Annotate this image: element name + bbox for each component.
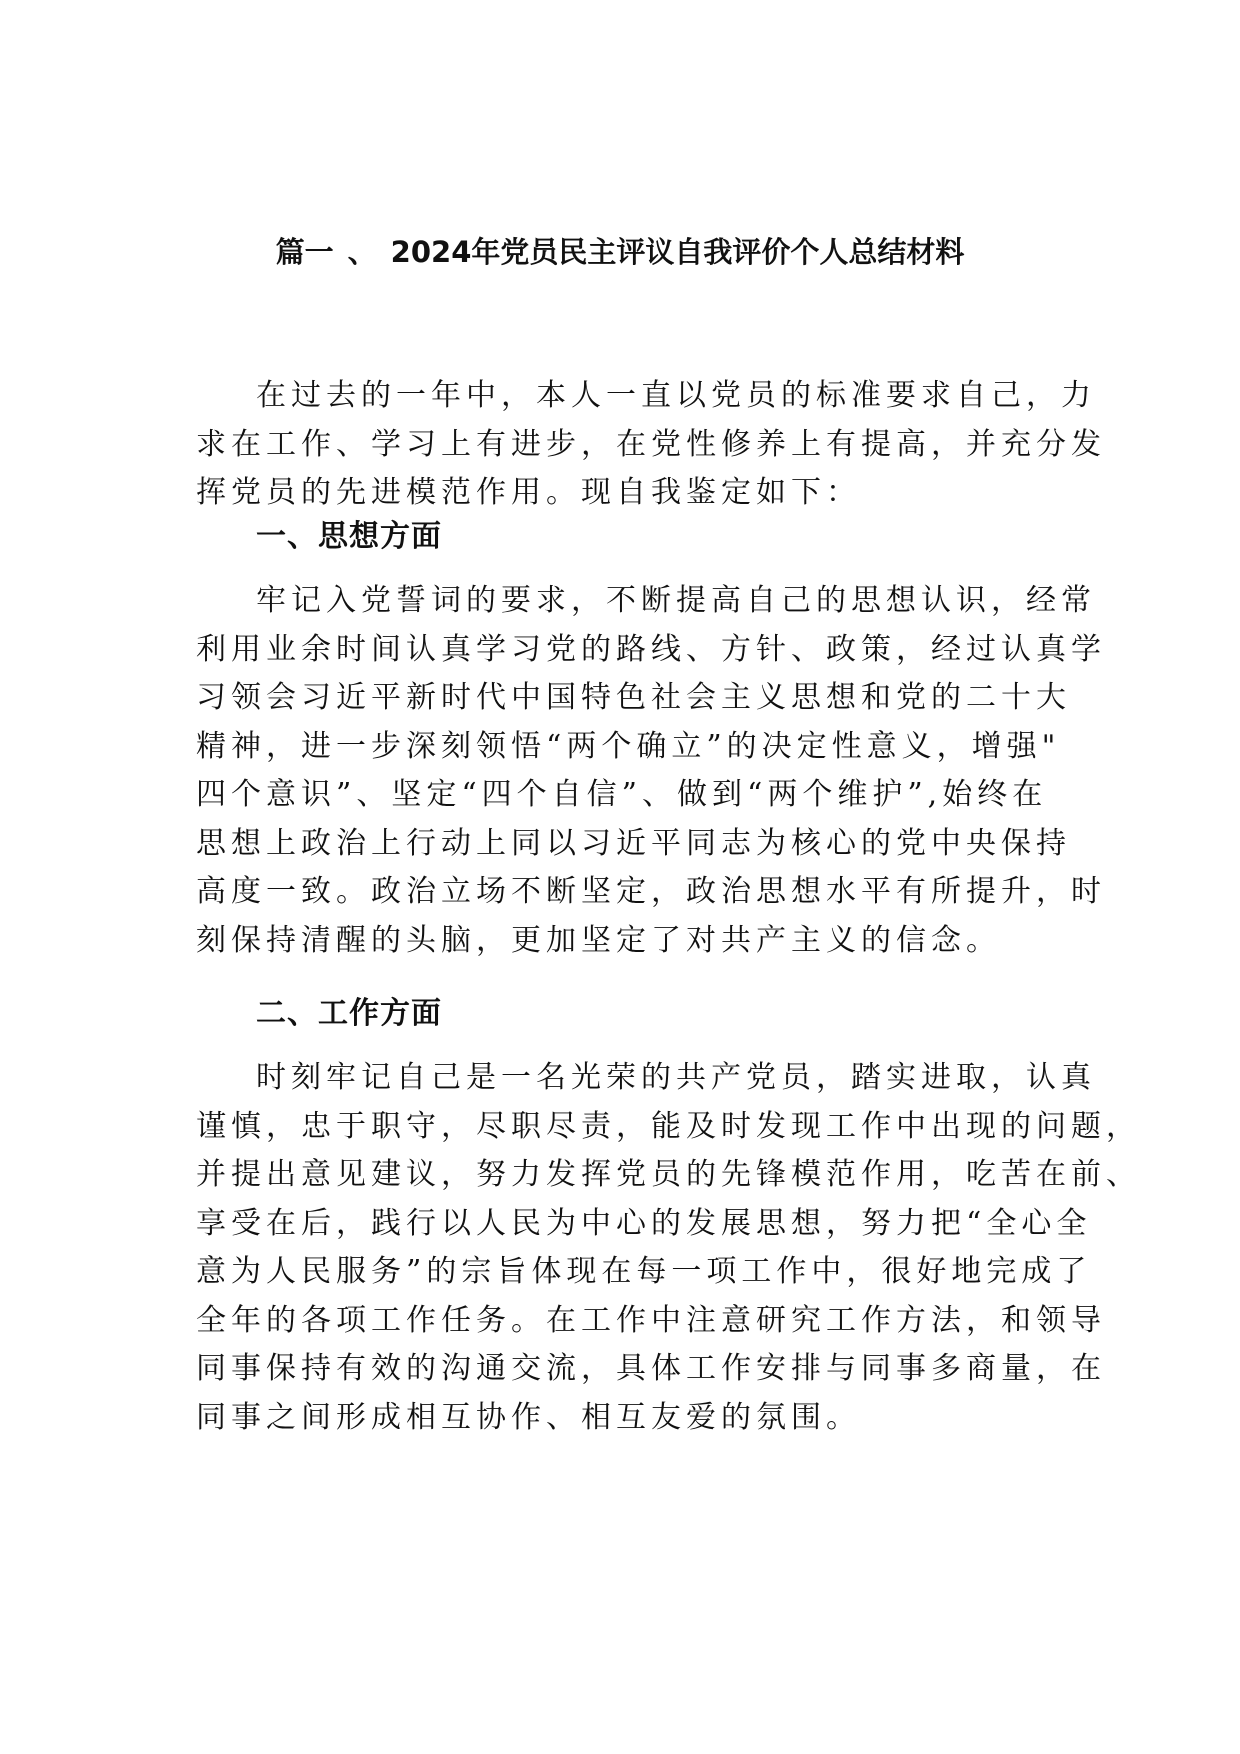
document-title [0,232,1240,272]
paragraph-line: 习领会习近平新时代中国特色社会主义思想和党的二十大 [196,680,1071,715]
paragraph-line: 同事之间形成相互协作、相互友爱的氛围。 [196,1399,861,1435]
paragraph-line: 谨慎，忠于职守，尽职尽责，能及时发现工作中出现的问题， [196,1108,1141,1144]
paragraph-line: 牢记入党誓词的要求，不断提高自己的思想认识，经常 [256,583,1096,618]
paragraph-line: 刻保持清醒的头脑，更加坚定了对共产主义的信念。 [196,922,1001,958]
title-prefix: 篇一 [275,235,334,269]
paragraph-line: 全年的各项工作任务。在工作中注意研究工作方法，和领导 [196,1302,1106,1338]
paragraph-line: 同事保持有效的沟通交流，具体工作安排与同事多商量，在 [196,1351,1106,1386]
paragraph-line: 在过去的一年中，本人一直以党员的标准要求自己，力 [256,378,1096,413]
title-main: 2024年党员民主评议自我评价个人总结材料 [390,235,965,269]
section-heading-work: 二、工作方面 [256,996,442,1031]
paragraph-line: 享受在后，践行以人民为中心的发展思想，努力把“全心全 [196,1205,1092,1241]
paragraph-line: 利用业余时间认真学习党的路线、方针、政策，经过认真学 [196,631,1106,667]
paragraph-line: 并提出意见建议，努力发挥党员的先锋模范作用，吃苦在前、 [196,1157,1141,1192]
section2-paragraph [196,1054,1141,1442]
section1-paragraph [196,577,1106,965]
paragraph-line: 思想上政治上行动上同以习近平同志为核心的党中央保持 [196,825,1071,861]
paragraph-line: 意为人民服务”的宗旨体现在每一项工作中，很好地完成了 [196,1254,1092,1289]
paragraph-line: 精神，进一步深刻领悟“两个确立”的决定性意义，增强" [196,728,1061,764]
paragraph-line: 四个意识”、坚定“四个自信”、做到“两个维护”,始终在 [196,777,1048,812]
paragraph-line: 挥党员的先进模范作用。现自我鉴定如下： [196,475,861,510]
paragraph-line: 高度一致。政治立场不断坚定，政治思想水平有所提升，时 [196,874,1106,909]
intro-paragraph [196,372,1106,518]
section-heading-thought: 一、思想方面 [256,519,442,554]
paragraph-line: 求在工作、学习上有进步，在党性修养上有提高，并充分发 [196,426,1106,462]
paragraph-line: 时刻牢记自己是一名光荣的共产党员，踏实进取，认真 [256,1060,1096,1095]
title-separator: 、 [347,235,377,269]
